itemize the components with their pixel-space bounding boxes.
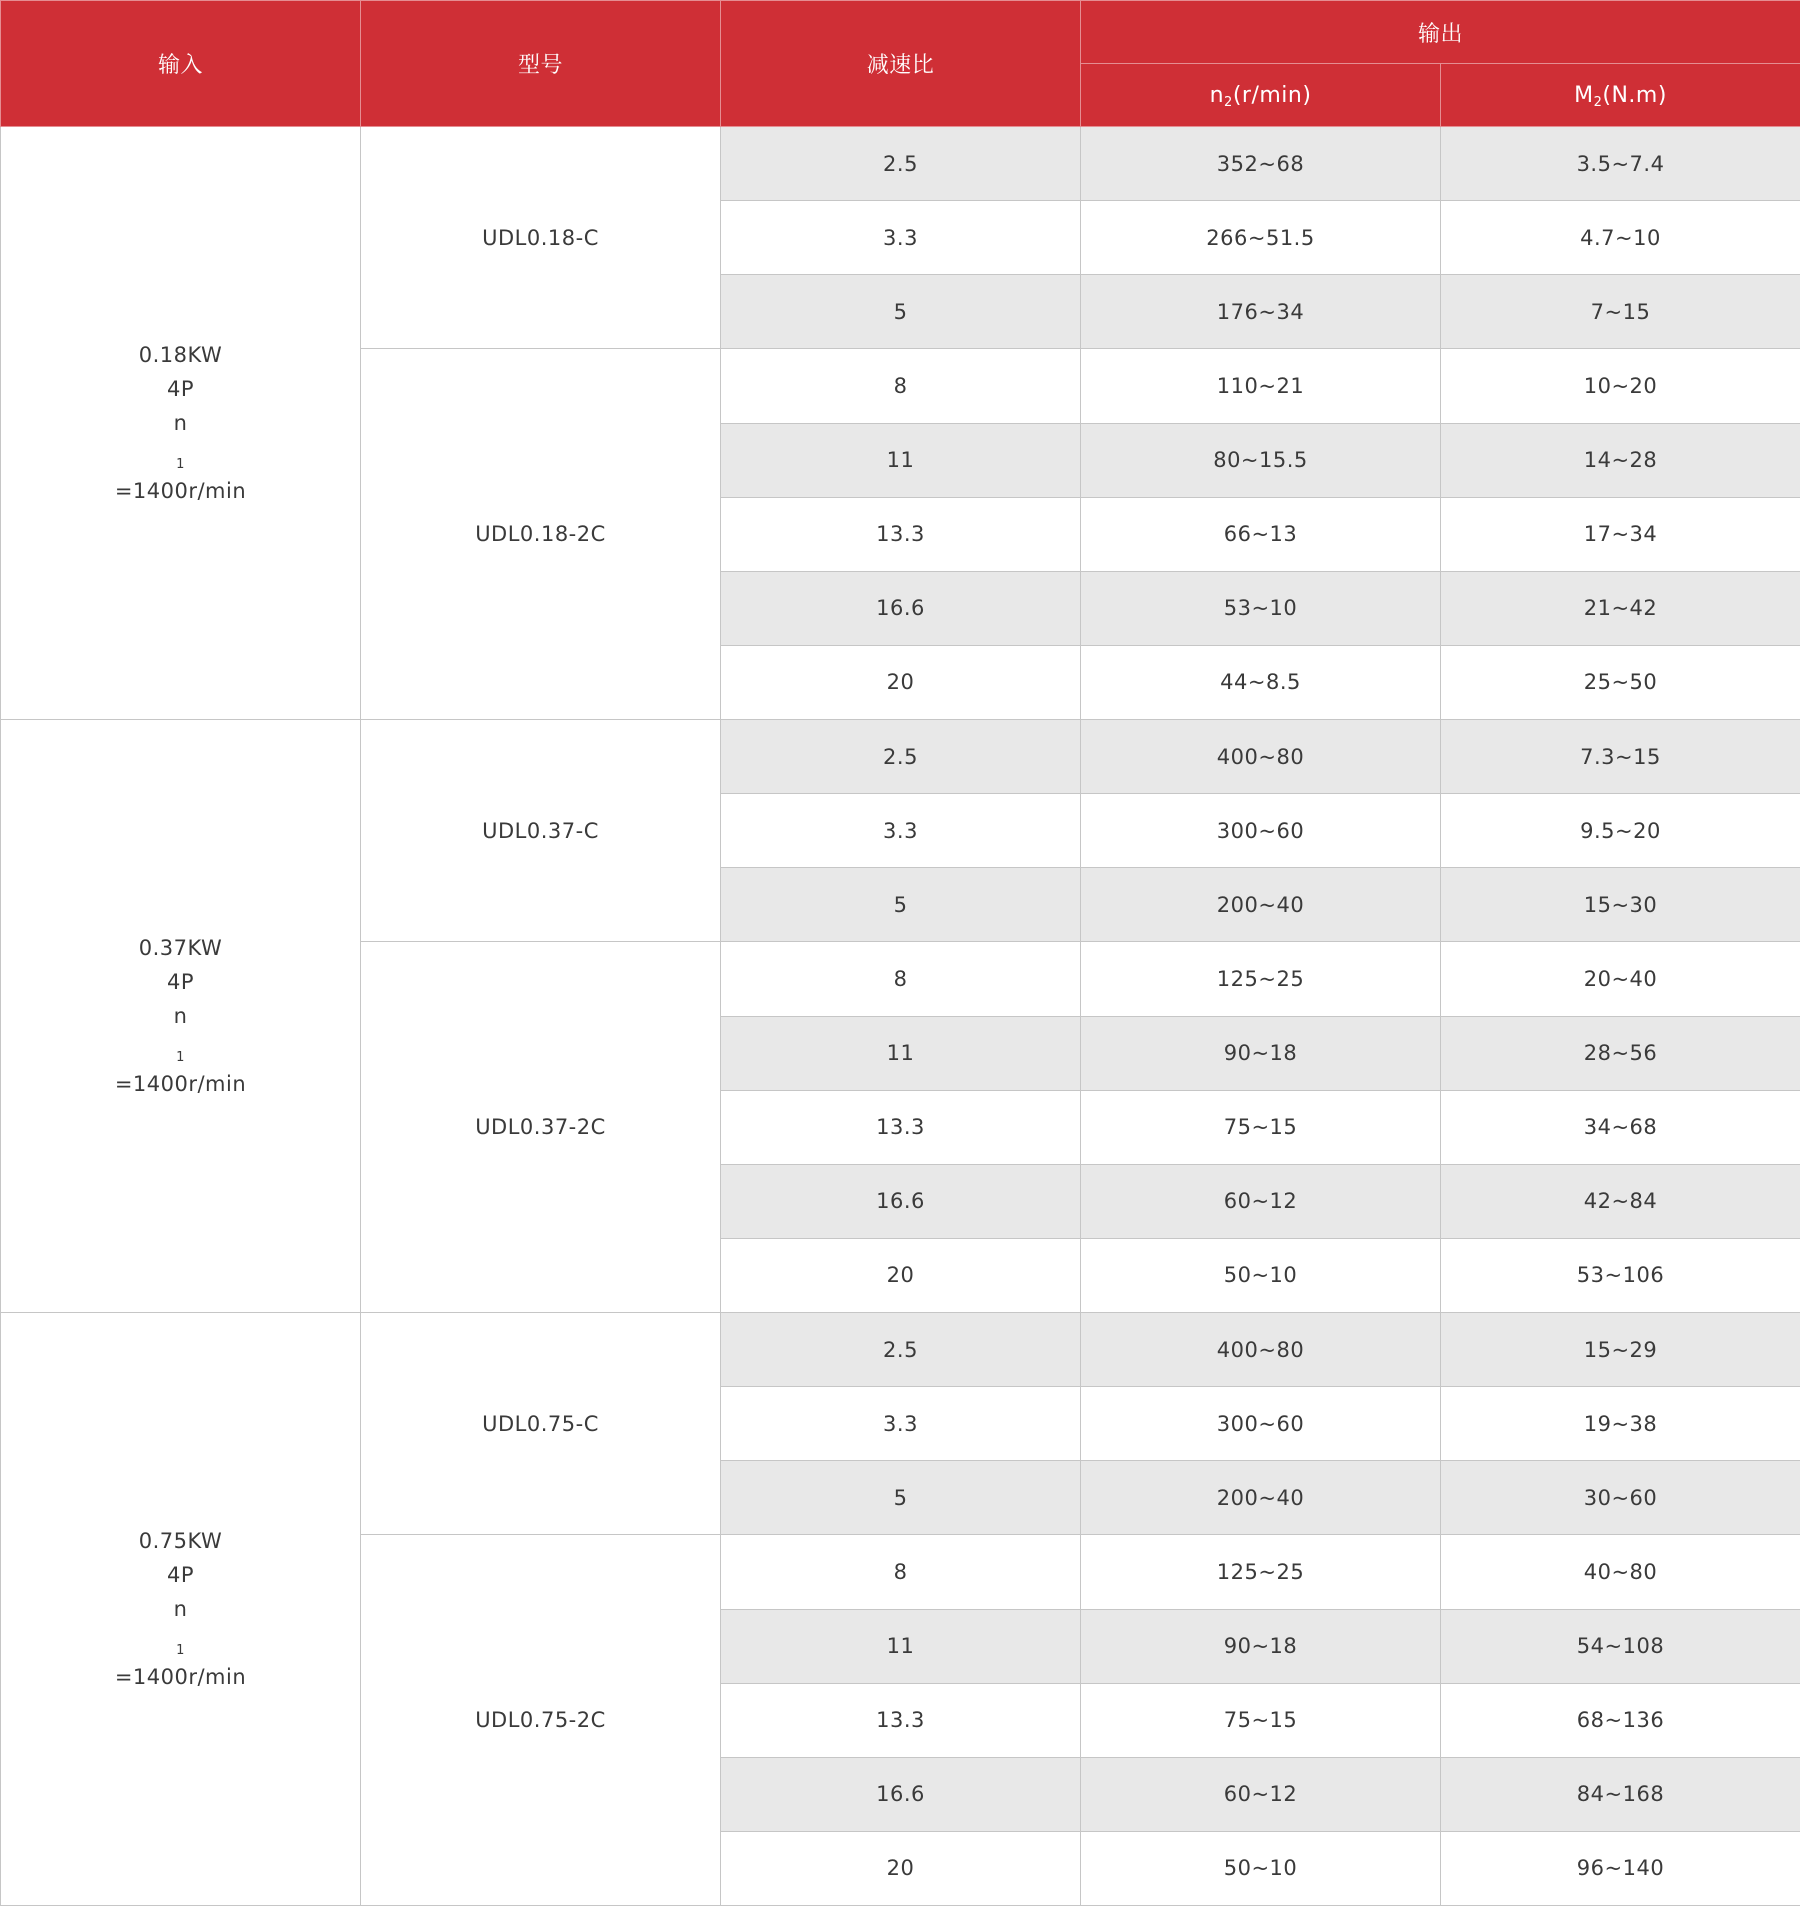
input-speed-sub: 1: [176, 1050, 185, 1065]
ratio-cell: 5: [721, 1461, 1081, 1535]
ratio-cell: 11: [721, 1016, 1081, 1090]
input-poles: 4P: [166, 1563, 195, 1587]
n2-cell: 44~8.5: [1081, 645, 1441, 719]
input-power: 0.37KW: [138, 936, 223, 960]
input-speed-sub: 1: [176, 1643, 185, 1658]
ratio-cell: 3.3: [721, 201, 1081, 275]
n2-cell: 75~15: [1081, 1683, 1441, 1757]
header-n2: [1081, 64, 1441, 127]
m2-cell: 30~60: [1441, 1461, 1800, 1535]
n2-cell: 176~34: [1081, 275, 1441, 349]
ratio-cell: 20: [721, 1831, 1081, 1905]
ratio-cell: 3.3: [721, 1387, 1081, 1461]
n2-cell: 60~12: [1081, 1757, 1441, 1831]
model-cell: UDL0.75-C: [361, 1313, 721, 1535]
header-ratio: 减速比: [721, 1, 1081, 127]
input-speed: [1, 406, 360, 508]
ratio-cell: 13.3: [721, 1683, 1081, 1757]
n2-cell: 50~10: [1081, 1238, 1441, 1312]
ratio-cell: 2.5: [721, 720, 1081, 794]
ratio-cell: 8: [721, 349, 1081, 423]
header-output: 输出: [1081, 1, 1800, 64]
n2-cell: 110~21: [1081, 349, 1441, 423]
input-speed-prefix: n: [173, 1597, 188, 1621]
table-row: [1, 720, 1800, 794]
ratio-cell: 8: [721, 942, 1081, 1016]
model-cell: UDL0.75-2C: [361, 1535, 721, 1906]
model-cell: UDL0.37-2C: [361, 942, 721, 1313]
n2-cell: 90~18: [1081, 1016, 1441, 1090]
m2-cell: 7~15: [1441, 275, 1800, 349]
table-row: [1, 127, 1800, 201]
m2-cell: 40~80: [1441, 1535, 1800, 1609]
input-speed: [1, 999, 360, 1101]
model-cell: UDL0.18-2C: [361, 349, 721, 720]
m2-cell: 10~20: [1441, 349, 1800, 423]
ratio-cell: 11: [721, 1609, 1081, 1683]
input-speed-prefix: n: [173, 1004, 188, 1028]
ratio-cell: 3.3: [721, 794, 1081, 868]
header-model: 型号: [361, 1, 721, 127]
n2-cell: 200~40: [1081, 868, 1441, 942]
n2-cell: 400~80: [1081, 1313, 1441, 1387]
input-speed-prefix: n: [173, 411, 188, 435]
input-cell: [1, 720, 361, 1313]
ratio-cell: 16.6: [721, 1164, 1081, 1238]
m2-cell: 15~29: [1441, 1313, 1800, 1387]
n2-cell: 80~15.5: [1081, 423, 1441, 497]
n2-cell: 53~10: [1081, 571, 1441, 645]
table-header: [1, 1, 1800, 127]
n2-cell: 200~40: [1081, 1461, 1441, 1535]
header-n2-main: n: [1209, 82, 1225, 108]
ratio-cell: 11: [721, 423, 1081, 497]
n2-cell: 66~13: [1081, 497, 1441, 571]
header-m2-sub: 2: [1593, 94, 1603, 110]
m2-cell: 28~56: [1441, 1016, 1800, 1090]
m2-cell: 19~38: [1441, 1387, 1800, 1461]
m2-cell: 20~40: [1441, 942, 1800, 1016]
input-cell: [1, 1313, 361, 1906]
n2-cell: 300~60: [1081, 794, 1441, 868]
input-speed-value: =1400r/min: [114, 1072, 247, 1096]
m2-cell: 34~68: [1441, 1090, 1800, 1164]
n2-cell: 60~12: [1081, 1164, 1441, 1238]
n2-cell: 352~68: [1081, 127, 1441, 201]
m2-cell: 84~168: [1441, 1757, 1800, 1831]
input-speed-sub: 1: [176, 457, 185, 472]
ratio-cell: 2.5: [721, 1313, 1081, 1387]
m2-cell: 9.5~20: [1441, 794, 1800, 868]
input-speed: [1, 1592, 360, 1694]
m2-cell: 21~42: [1441, 571, 1800, 645]
m2-cell: 96~140: [1441, 1831, 1800, 1905]
m2-cell: 68~136: [1441, 1683, 1800, 1757]
n2-cell: 50~10: [1081, 1831, 1441, 1905]
m2-cell: 53~106: [1441, 1238, 1800, 1312]
ratio-cell: 16.6: [721, 571, 1081, 645]
input-power: 0.75KW: [138, 1529, 223, 1553]
ratio-cell: 8: [721, 1535, 1081, 1609]
ratio-cell: 13.3: [721, 497, 1081, 571]
m2-cell: 17~34: [1441, 497, 1800, 571]
input-power: 0.18KW: [138, 343, 223, 367]
ratio-cell: 2.5: [721, 127, 1081, 201]
header-input: 输入: [1, 1, 361, 127]
m2-cell: 7.3~15: [1441, 720, 1800, 794]
m2-cell: 14~28: [1441, 423, 1800, 497]
ratio-cell: 20: [721, 1238, 1081, 1312]
input-cell: [1, 127, 361, 720]
m2-cell: 25~50: [1441, 645, 1800, 719]
n2-cell: 400~80: [1081, 720, 1441, 794]
n2-cell: 266~51.5: [1081, 201, 1441, 275]
ratio-cell: 13.3: [721, 1090, 1081, 1164]
m2-cell: 3.5~7.4: [1441, 127, 1800, 201]
n2-cell: 90~18: [1081, 1609, 1441, 1683]
input-poles: 4P: [166, 377, 195, 401]
ratio-cell: 5: [721, 868, 1081, 942]
header-n2-sub: 2: [1224, 94, 1233, 110]
n2-cell: 300~60: [1081, 1387, 1441, 1461]
n2-cell: 125~25: [1081, 1535, 1441, 1609]
model-cell: UDL0.18-C: [361, 127, 721, 349]
m2-cell: 54~108: [1441, 1609, 1800, 1683]
header-m2-unit: (N.m): [1602, 82, 1667, 108]
table-body: [1, 127, 1800, 1906]
table-row: [1, 1313, 1800, 1387]
header-n2-unit: (r/min): [1232, 82, 1312, 108]
input-poles: 4P: [166, 970, 195, 994]
m2-cell: 4.7~10: [1441, 201, 1800, 275]
ratio-cell: 20: [721, 645, 1081, 719]
model-cell: UDL0.37-C: [361, 720, 721, 942]
ratio-cell: 5: [721, 275, 1081, 349]
header-m2: [1441, 64, 1800, 127]
input-speed-value: =1400r/min: [114, 479, 247, 503]
header-m2-main: M: [1574, 82, 1594, 108]
n2-cell: 125~25: [1081, 942, 1441, 1016]
ratio-cell: 16.6: [721, 1757, 1081, 1831]
m2-cell: 15~30: [1441, 868, 1800, 942]
n2-cell: 75~15: [1081, 1090, 1441, 1164]
input-speed-value: =1400r/min: [114, 1665, 247, 1689]
m2-cell: 42~84: [1441, 1164, 1800, 1238]
